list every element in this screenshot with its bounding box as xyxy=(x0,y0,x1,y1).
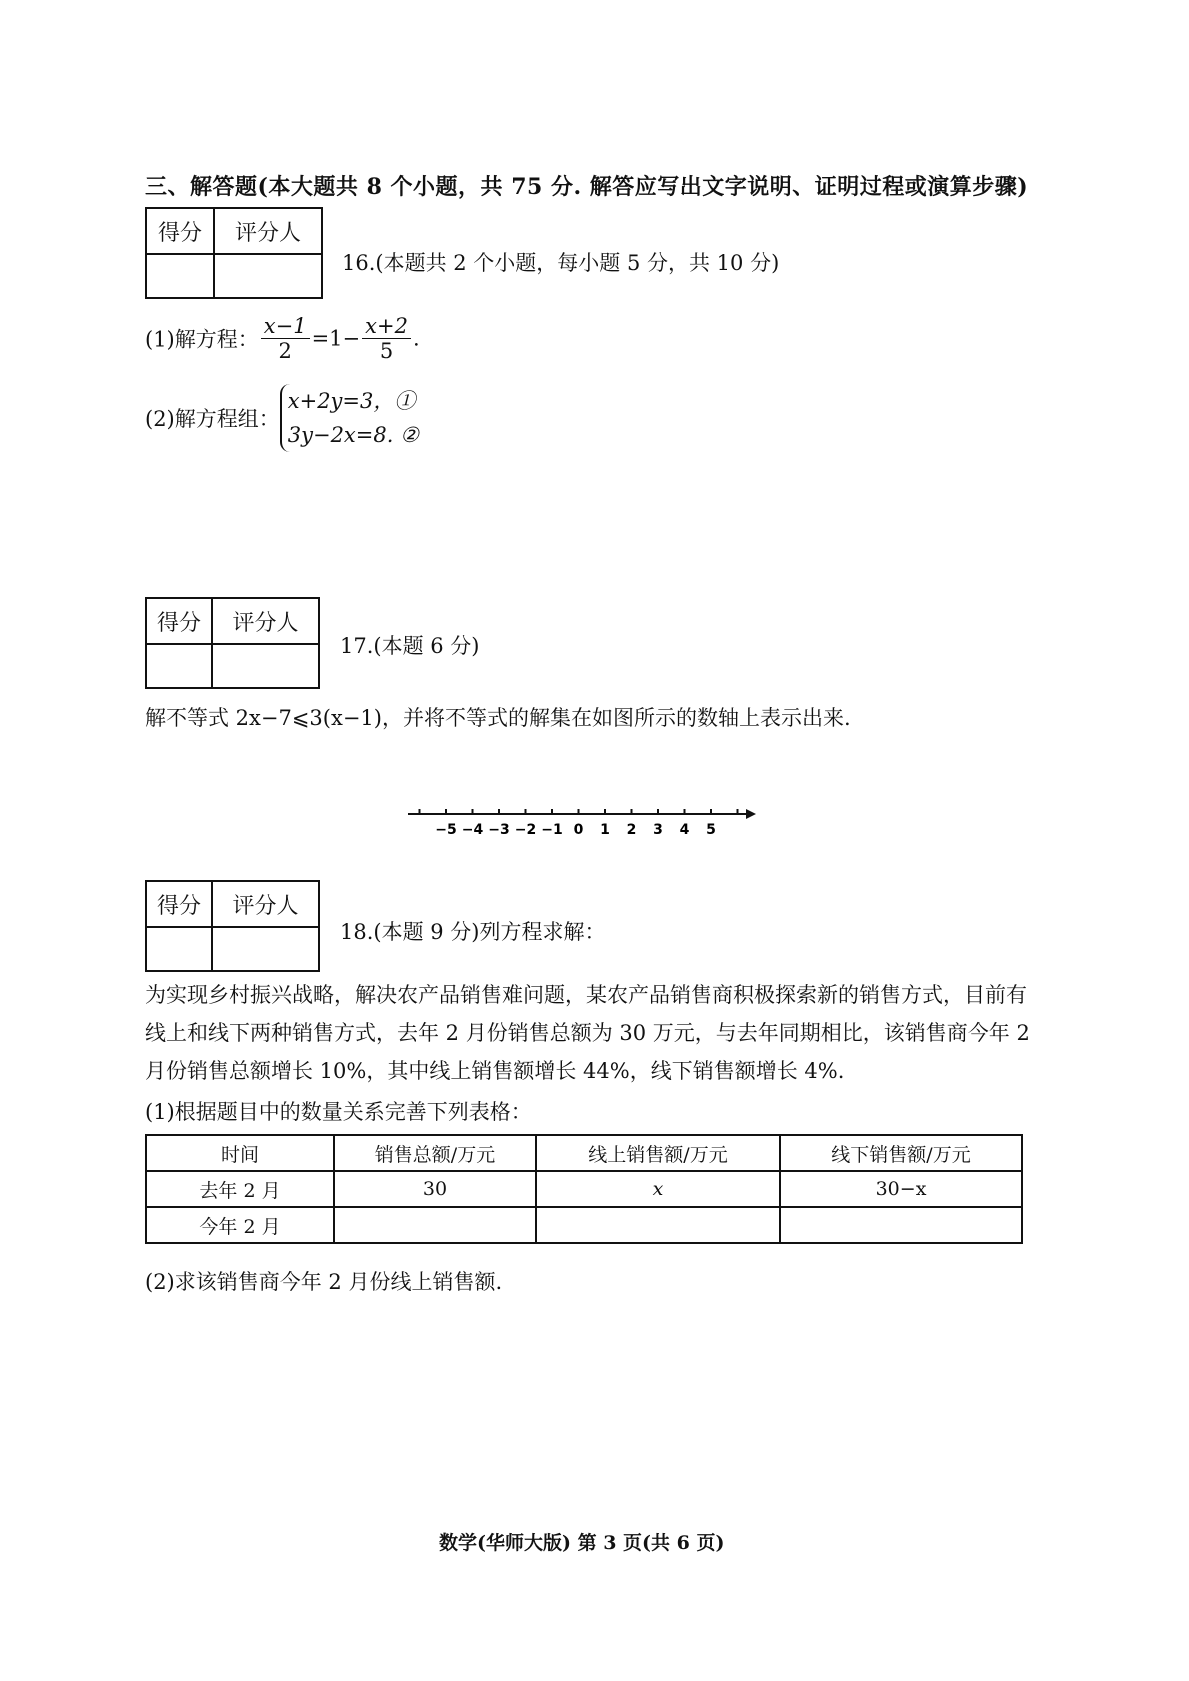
table-header-cell: 销售总额/万元 xyxy=(334,1135,536,1171)
q18-part2: (2)求该销售商今年 2 月份线上销售额. xyxy=(145,1270,503,1294)
number-line xyxy=(400,800,770,840)
q17-title: 17.(本题 6 分) xyxy=(340,634,480,658)
number-line-tick-label: 2 xyxy=(626,822,637,838)
fraction-2-denominator: 5 xyxy=(379,339,394,363)
number-line-tick-label: 1 xyxy=(600,822,610,838)
score-header: 得分 xyxy=(146,881,212,927)
score-cell[interactable] xyxy=(146,927,212,971)
score-cell[interactable] xyxy=(146,644,212,688)
q18-paragraph xyxy=(145,976,1035,1090)
table-cell: 今年 2 月 xyxy=(146,1207,334,1243)
q16-part1 xyxy=(145,314,420,363)
q18-part1: (1)根据题目中的数量关系完善下列表格： xyxy=(145,1100,532,1124)
table-header-cell: 线上销售额/万元 xyxy=(536,1135,780,1171)
table-row xyxy=(146,1207,1022,1243)
number-line-tick-label: 4 xyxy=(679,822,690,838)
q18-para-line-3: 月份销售总额增长 10%，其中线上销售额增长 44%，线下销售额增长 4%. xyxy=(145,1059,845,1083)
table-row xyxy=(146,1171,1022,1207)
score-box-q17 xyxy=(145,597,320,689)
sales-table xyxy=(145,1134,1023,1244)
q18-title: 18.(本题 9 分)列方程求解： xyxy=(340,920,606,944)
fraction-2-numerator: x+2 xyxy=(362,314,411,339)
number-line-tick-label: 3 xyxy=(653,822,663,838)
fraction-1-numerator: x−1 xyxy=(261,314,310,339)
fraction-2 xyxy=(362,314,411,363)
table-cell: 去年 2 月 xyxy=(146,1171,334,1207)
number-line-tick-label: −2 xyxy=(514,822,537,838)
grader-header: 评分人 xyxy=(212,881,319,927)
page-footer: 数学(华师大版) 第 3 页(共 6 页) xyxy=(439,1532,725,1554)
number-line-tick-label: −3 xyxy=(488,822,510,838)
system-equation-1: x+2y=3，① xyxy=(287,389,416,413)
number-line-arrow xyxy=(746,809,756,819)
score-header: 得分 xyxy=(146,598,212,644)
table-header-cell: 线下销售额/万元 xyxy=(780,1135,1022,1171)
q16-part1-label: (1)解方程： xyxy=(145,327,259,352)
fraction-1-denominator: 2 xyxy=(278,339,292,363)
equation-middle: =1− xyxy=(311,326,361,351)
table-input-cell[interactable] xyxy=(334,1207,536,1243)
score-box-q16 xyxy=(145,207,323,299)
table-input-cell[interactable] xyxy=(536,1207,780,1243)
table-cell: 30 xyxy=(334,1171,536,1207)
number-line-tick-label: 5 xyxy=(706,822,716,838)
table-header-row xyxy=(146,1135,1022,1171)
grader-header: 评分人 xyxy=(212,598,319,644)
number-line-tick-label: −1 xyxy=(541,822,563,838)
equation-end: . xyxy=(412,326,420,351)
score-header: 得分 xyxy=(146,208,214,254)
table-cell: 30−x xyxy=(780,1171,1022,1207)
grader-cell[interactable] xyxy=(212,927,319,971)
score-cell[interactable] xyxy=(146,254,214,298)
equation-system xyxy=(280,384,419,452)
q16-part2-label: (2)解方程组： xyxy=(145,407,280,431)
number-line-tick-label: −4 xyxy=(461,822,484,838)
table-input-cell[interactable] xyxy=(780,1207,1022,1243)
number-line-tick-label: 0 xyxy=(573,822,584,838)
grader-cell[interactable] xyxy=(212,644,319,688)
fraction-1 xyxy=(261,314,310,363)
section-heading: 三、解答题(本大题共 8 个小题，共 75 分. 解答应写出文字说明、证明过程或演算步骤) xyxy=(145,174,1029,200)
grader-cell[interactable] xyxy=(214,254,322,298)
system-equation-2: 3y−2x=8. ② xyxy=(287,423,419,447)
table-header-cell: 时间 xyxy=(146,1135,334,1171)
grader-header: 评分人 xyxy=(214,208,322,254)
number-line-tick-label: −5 xyxy=(435,822,457,838)
q17-text: 解不等式 2x−7⩽3(x−1)，并将不等式的解集在如图所示的数轴上表示出来. xyxy=(145,706,851,730)
q18-para-line-2: 线上和线下两种销售方式，去年 2 月份销售总额为 30 万元，与去年同期相比，该销售商今年 2 xyxy=(145,1021,1030,1045)
q18-para-line-1: 为实现乡村振兴战略，解决农产品销售难问题，某农产品销售商积极探索新的销售方式，目前有 xyxy=(145,983,1027,1007)
score-box-q18 xyxy=(145,880,320,972)
table-cell: x xyxy=(536,1171,780,1207)
q16-title: 16.(本题共 2 个小题，每小题 5 分，共 10 分) xyxy=(342,251,780,275)
q16-part2 xyxy=(145,384,419,452)
